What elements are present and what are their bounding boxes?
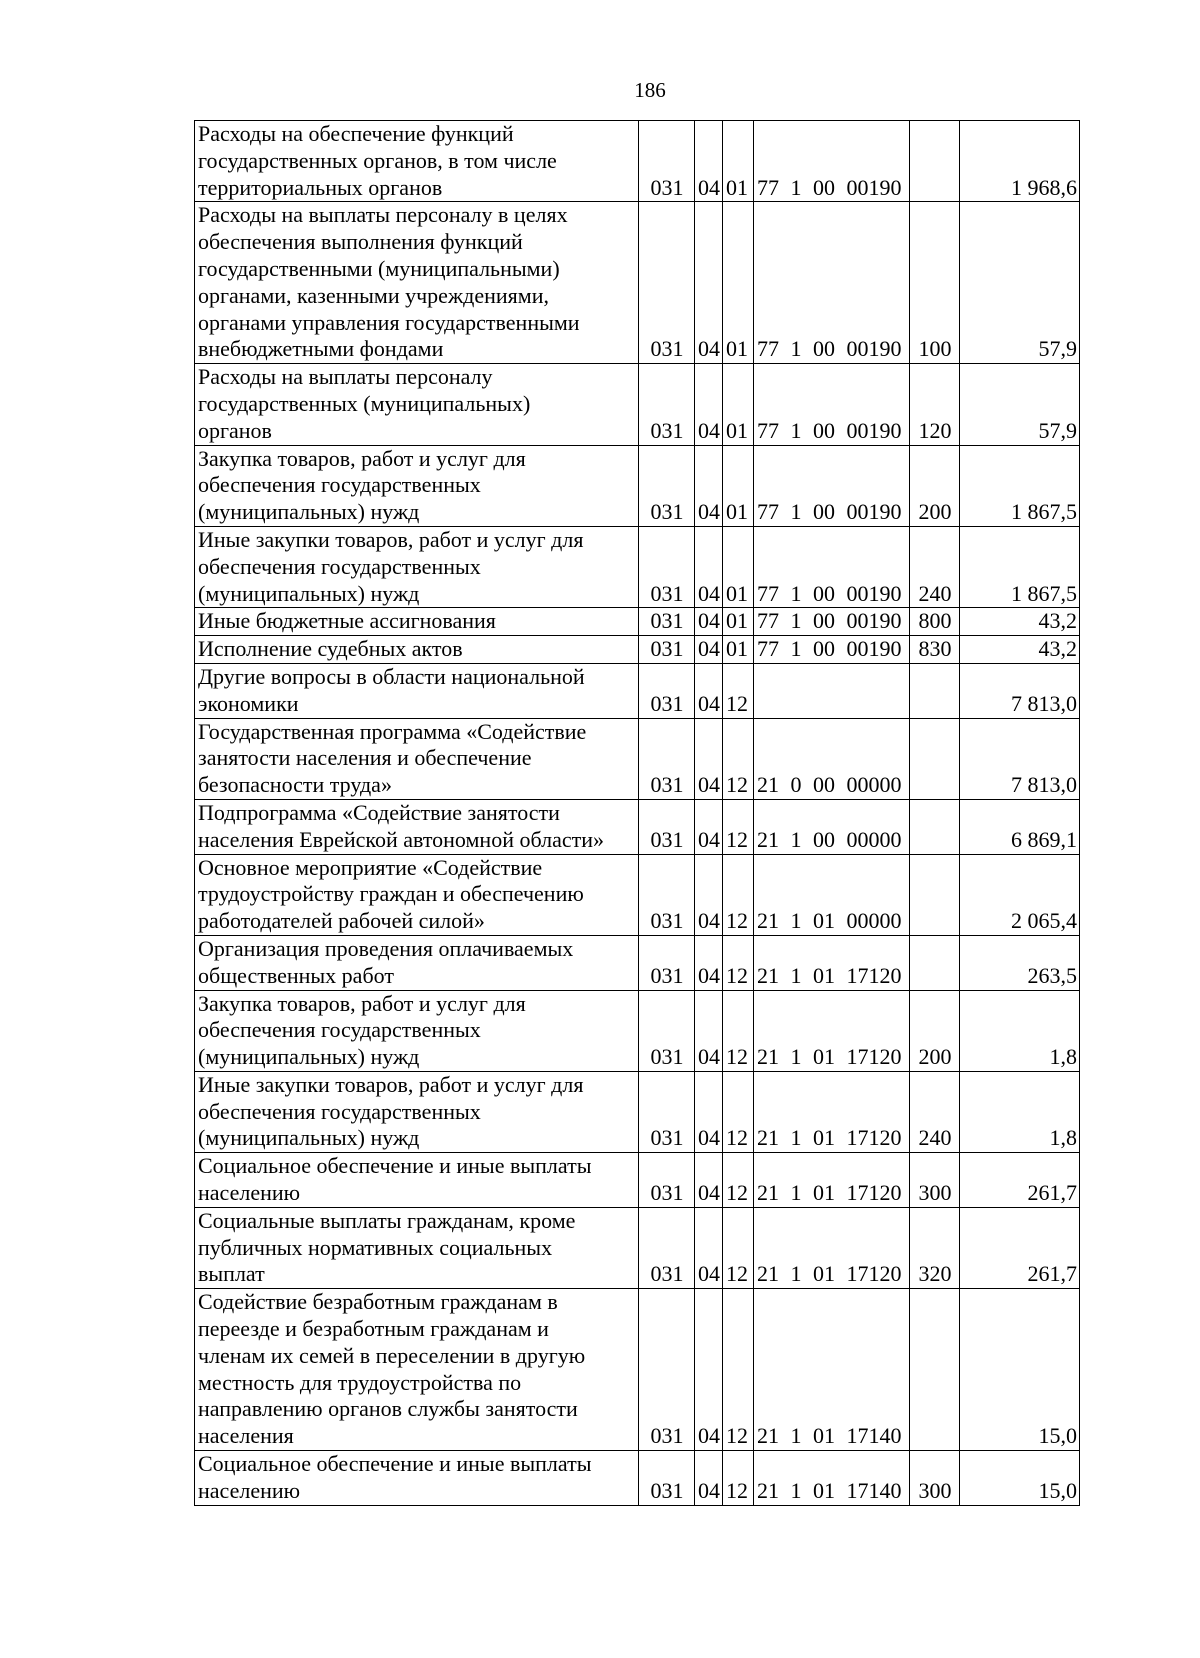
ministry-code: 031 <box>650 908 684 934</box>
row-name-cell <box>195 121 639 202</box>
amount: 261,7 <box>1027 1261 1077 1287</box>
ministry-code-cell <box>639 526 695 607</box>
section-code-cell <box>695 718 723 799</box>
table-row <box>195 1071 1080 1152</box>
target-article-code-cell <box>754 636 910 664</box>
expense-type-code-cell <box>910 799 960 854</box>
amount-cell <box>960 202 1080 364</box>
expense-type-code-cell <box>910 1451 960 1506</box>
ministry-code: 031 <box>650 636 684 662</box>
amount-cell <box>960 1153 1080 1208</box>
ministry-code: 031 <box>650 772 684 798</box>
subsection-code: 12 <box>726 1423 748 1449</box>
row-name-cell <box>195 663 639 718</box>
row-name: Социальное обеспечение и иные выплаты населению <box>198 1451 592 1503</box>
row-name: Иные закупки товаров, работ и услуг для обеспечения государственных (муниципальных) нужд <box>198 526 584 606</box>
amount: 15,0 <box>1038 1477 1077 1503</box>
expense-type-code: 200 <box>918 1044 952 1070</box>
row-name: Подпрограмма «Содействие занятости населения Еврейской автономной области» <box>198 799 605 852</box>
row-name-cell <box>195 636 639 664</box>
subsection-code-cell <box>723 1153 754 1208</box>
row-name-cell <box>195 799 639 854</box>
row-name-cell <box>195 202 639 364</box>
section-code: 04 <box>698 417 720 443</box>
section-code-cell <box>695 990 723 1071</box>
amount-cell <box>960 1071 1080 1152</box>
expense-type-code: 240 <box>918 1125 952 1151</box>
subsection-code-cell <box>723 718 754 799</box>
section-code: 04 <box>698 1125 720 1151</box>
expense-type-code: 120 <box>918 417 952 443</box>
section-code-cell <box>695 935 723 990</box>
target-article-code: 77 1 00 00190 <box>757 580 902 606</box>
row-name: Расходы на обеспечение функций государственных органов, в том числе территориальных органов <box>198 121 557 200</box>
row-name-cell <box>195 608 639 636</box>
target-article-code: 21 1 01 17120 <box>757 1180 902 1206</box>
amount: 7 813,0 <box>1011 772 1077 798</box>
row-name: Иные закупки товаров, работ и услуг для обеспечения государственных (муниципальных) нужд <box>198 1071 584 1151</box>
subsection-code-cell <box>723 854 754 935</box>
table-row <box>195 1207 1080 1288</box>
row-name: Расходы на выплаты персоналу в целях обеспечения выполнения функций государственными (муниципальными) органами, казенными учреждениями, органами управления государственными внебюджетными фондами <box>198 202 580 362</box>
amount: 43,2 <box>1038 636 1077 662</box>
amount: 15,0 <box>1038 1423 1077 1449</box>
subsection-code-cell <box>723 445 754 526</box>
subsection-code-cell <box>723 1451 754 1506</box>
ministry-code: 031 <box>650 1423 684 1449</box>
ministry-code: 031 <box>650 1261 684 1287</box>
expense-type-code: 800 <box>918 608 952 634</box>
amount-cell <box>960 854 1080 935</box>
target-article-code-cell <box>754 526 910 607</box>
table-row <box>195 799 1080 854</box>
amount: 7 813,0 <box>1011 690 1077 716</box>
amount: 1,8 <box>1049 1044 1077 1070</box>
amount: 263,5 <box>1027 962 1077 988</box>
ministry-code-cell <box>639 935 695 990</box>
target-article-code: 21 1 01 00000 <box>757 908 902 934</box>
subsection-code: 12 <box>726 962 748 988</box>
section-code: 04 <box>698 636 720 662</box>
ministry-code-cell <box>639 990 695 1071</box>
ministry-code-cell <box>639 1071 695 1152</box>
section-code: 04 <box>698 1180 720 1206</box>
amount-cell <box>960 1207 1080 1288</box>
subsection-code-cell <box>723 663 754 718</box>
row-name: Основное мероприятие «Содействие трудоустройству граждан и обеспечению работодателей рабочей силой» <box>198 854 584 934</box>
section-code: 04 <box>698 499 720 525</box>
amount: 43,2 <box>1038 608 1077 634</box>
row-name: Социальное обеспечение и иные выплаты населению <box>198 1153 592 1206</box>
section-code-cell <box>695 636 723 664</box>
amount-cell <box>960 1451 1080 1506</box>
subsection-code-cell <box>723 1207 754 1288</box>
expense-type-code: 200 <box>918 499 952 525</box>
row-name: Социальные выплаты гражданам, кроме публичных нормативных социальных выплат <box>198 1207 576 1287</box>
ministry-code: 031 <box>650 1044 684 1070</box>
ministry-code: 031 <box>650 608 684 634</box>
amount-cell <box>960 990 1080 1071</box>
target-article-code-cell <box>754 718 910 799</box>
expense-type-code-cell <box>910 121 960 202</box>
row-name-cell <box>195 718 639 799</box>
target-article-code-cell <box>754 121 910 202</box>
table-row <box>195 1451 1080 1506</box>
table-row <box>195 526 1080 607</box>
expense-type-code-cell <box>910 526 960 607</box>
subsection-code: 01 <box>726 174 748 200</box>
table-row <box>195 1153 1080 1208</box>
amount: 6 869,1 <box>1011 826 1077 852</box>
ministry-code-cell <box>639 718 695 799</box>
ministry-code: 031 <box>650 690 684 716</box>
subsection-code-cell <box>723 799 754 854</box>
row-name: Закупка товаров, работ и услуг для обеспечения государственных (муниципальных) нужд <box>198 445 526 525</box>
ministry-code-cell <box>639 1153 695 1208</box>
target-article-code: 77 1 00 00190 <box>757 608 902 634</box>
expense-type-code-cell <box>910 935 960 990</box>
section-code: 04 <box>698 826 720 852</box>
ministry-code-cell <box>639 1289 695 1451</box>
subsection-code: 12 <box>726 826 748 852</box>
row-name-cell <box>195 364 639 445</box>
target-article-code-cell <box>754 935 910 990</box>
expense-type-code-cell <box>910 718 960 799</box>
subsection-code: 01 <box>726 608 748 634</box>
subsection-code: 12 <box>726 690 748 716</box>
target-article-code: 21 1 01 17120 <box>757 1261 902 1287</box>
section-code-cell <box>695 608 723 636</box>
ministry-code: 031 <box>650 962 684 988</box>
target-article-code-cell <box>754 1289 910 1451</box>
amount: 1 867,5 <box>1011 580 1077 606</box>
amount-cell <box>960 935 1080 990</box>
expense-type-code-cell <box>910 663 960 718</box>
target-article-code-cell <box>754 854 910 935</box>
amount-cell <box>960 121 1080 202</box>
subsection-code: 01 <box>726 499 748 525</box>
row-name-cell <box>195 935 639 990</box>
target-article-code-cell <box>754 990 910 1071</box>
amount: 1,8 <box>1049 1125 1077 1151</box>
target-article-code: 77 1 00 00190 <box>757 499 902 525</box>
ministry-code-cell <box>639 636 695 664</box>
section-code-cell <box>695 663 723 718</box>
section-code: 04 <box>698 608 720 634</box>
budget-table-body <box>195 121 1080 1506</box>
ministry-code: 031 <box>650 1477 684 1503</box>
subsection-code-cell <box>723 1071 754 1152</box>
section-code: 04 <box>698 908 720 934</box>
expense-type-code-cell <box>910 445 960 526</box>
ministry-code: 031 <box>650 499 684 525</box>
target-article-code: 21 1 01 17140 <box>757 1477 902 1503</box>
subsection-code: 01 <box>726 417 748 443</box>
section-code: 04 <box>698 1423 720 1449</box>
amount-cell <box>960 445 1080 526</box>
section-code: 04 <box>698 336 720 362</box>
target-article-code: 21 1 01 17120 <box>757 962 902 988</box>
expense-type-code-cell <box>910 636 960 664</box>
table-row <box>195 935 1080 990</box>
target-article-code-cell <box>754 663 910 718</box>
expense-type-code: 830 <box>918 636 952 662</box>
expense-type-code-cell <box>910 854 960 935</box>
amount-cell <box>960 526 1080 607</box>
ministry-code-cell <box>639 202 695 364</box>
section-code-cell <box>695 1207 723 1288</box>
expense-type-code-cell <box>910 608 960 636</box>
target-article-code: 21 1 01 17120 <box>757 1125 902 1151</box>
expense-type-code-cell <box>910 202 960 364</box>
section-code: 04 <box>698 962 720 988</box>
ministry-code-cell <box>639 1451 695 1506</box>
row-name: Содействие безработным гражданам в переезде и безработным гражданам и членам их семей в переселении в другую местность для трудоустройства по направлению органов службы занятости населения <box>198 1289 586 1449</box>
subsection-code: 12 <box>726 1044 748 1070</box>
section-code: 04 <box>698 580 720 606</box>
ministry-code: 031 <box>650 174 684 200</box>
target-article-code-cell <box>754 1153 910 1208</box>
table-row <box>195 445 1080 526</box>
subsection-code-cell <box>723 364 754 445</box>
subsection-code: 12 <box>726 1125 748 1151</box>
target-article-code-cell <box>754 445 910 526</box>
target-article-code-cell <box>754 608 910 636</box>
target-article-code-cell <box>754 1451 910 1506</box>
section-code: 04 <box>698 772 720 798</box>
target-article-code-cell <box>754 202 910 364</box>
expense-type-code-cell <box>910 1071 960 1152</box>
subsection-code-cell <box>723 202 754 364</box>
row-name: Закупка товаров, работ и услуг для обеспечения государственных (муниципальных) нужд <box>198 990 526 1070</box>
row-name-cell <box>195 1071 639 1152</box>
amount-cell <box>960 636 1080 664</box>
expense-type-code: 240 <box>918 580 952 606</box>
ministry-code: 031 <box>650 1125 684 1151</box>
subsection-code: 12 <box>726 1477 748 1503</box>
table-row <box>195 1289 1080 1451</box>
table-row <box>195 364 1080 445</box>
row-name: Исполнение судебных актов <box>198 636 463 662</box>
ministry-code-cell <box>639 663 695 718</box>
amount-cell <box>960 663 1080 718</box>
section-code-cell <box>695 202 723 364</box>
ministry-code: 031 <box>650 336 684 362</box>
target-article-code: 21 0 00 00000 <box>757 772 902 798</box>
expense-type-code-cell <box>910 1153 960 1208</box>
target-article-code-cell <box>754 364 910 445</box>
row-name-cell <box>195 854 639 935</box>
section-code-cell <box>695 526 723 607</box>
expense-type-code-cell <box>910 1289 960 1451</box>
subsection-code-cell <box>723 608 754 636</box>
subsection-code: 01 <box>726 636 748 662</box>
row-name: Расходы на выплаты персоналу государственных (муниципальных) органов <box>198 364 531 443</box>
table-row <box>195 121 1080 202</box>
subsection-code: 12 <box>726 1180 748 1206</box>
ministry-code-cell <box>639 1207 695 1288</box>
row-name: Другие вопросы в области национальной экономики <box>198 663 585 716</box>
target-article-code: 21 1 00 00000 <box>757 826 902 852</box>
subsection-code: 12 <box>726 1261 748 1287</box>
row-name-cell <box>195 445 639 526</box>
section-code: 04 <box>698 690 720 716</box>
section-code-cell <box>695 364 723 445</box>
target-article-code: 77 1 00 00190 <box>757 417 902 443</box>
amount-cell <box>960 1289 1080 1451</box>
target-article-code: 21 1 01 17140 <box>757 1423 902 1449</box>
section-code-cell <box>695 121 723 202</box>
section-code: 04 <box>698 1477 720 1503</box>
target-article-code: 77 1 00 00190 <box>757 336 902 362</box>
row-name-cell <box>195 1451 639 1506</box>
target-article-code-cell <box>754 799 910 854</box>
row-name: Иные бюджетные ассигнования <box>198 608 496 634</box>
subsection-code-cell <box>723 636 754 664</box>
target-article-code: 77 1 00 00190 <box>757 636 902 662</box>
table-row <box>195 718 1080 799</box>
section-code-cell <box>695 1289 723 1451</box>
row-name-cell <box>195 1289 639 1451</box>
ministry-code-cell <box>639 121 695 202</box>
target-article-code-cell <box>754 1207 910 1288</box>
amount: 1 968,6 <box>1011 174 1077 200</box>
section-code: 04 <box>698 1044 720 1070</box>
section-code-cell <box>695 445 723 526</box>
ministry-code-cell <box>639 608 695 636</box>
amount-cell <box>960 799 1080 854</box>
table-row <box>195 990 1080 1071</box>
target-article-code: 77 1 00 00190 <box>757 174 902 200</box>
amount-cell <box>960 718 1080 799</box>
section-code: 04 <box>698 1261 720 1287</box>
expense-type-code: 300 <box>918 1477 952 1503</box>
subsection-code: 01 <box>726 580 748 606</box>
section-code-cell <box>695 799 723 854</box>
ministry-code: 031 <box>650 826 684 852</box>
table-row <box>195 202 1080 364</box>
table-row <box>195 663 1080 718</box>
table-row <box>195 636 1080 664</box>
row-name: Организация проведения оплачиваемых общественных работ <box>198 935 574 988</box>
page-number: 186 <box>634 78 666 102</box>
expense-type-code: 320 <box>918 1261 952 1287</box>
section-code-cell <box>695 1071 723 1152</box>
section-code-cell <box>695 854 723 935</box>
budget-table <box>194 120 1080 1506</box>
amount-cell <box>960 364 1080 445</box>
subsection-code-cell <box>723 990 754 1071</box>
row-name-cell <box>195 990 639 1071</box>
row-name-cell <box>195 526 639 607</box>
amount: 2 065,4 <box>1011 908 1077 934</box>
ministry-code-cell <box>639 445 695 526</box>
target-article-code: 21 1 01 17120 <box>757 1044 902 1070</box>
ministry-code-cell <box>639 364 695 445</box>
expense-type-code: 300 <box>918 1180 952 1206</box>
expense-type-code: 100 <box>918 336 952 362</box>
ministry-code: 031 <box>650 1180 684 1206</box>
amount-cell <box>960 608 1080 636</box>
table-row <box>195 854 1080 935</box>
table-row <box>195 608 1080 636</box>
ministry-code-cell <box>639 854 695 935</box>
amount: 1 867,5 <box>1011 499 1077 525</box>
subsection-code-cell <box>723 1289 754 1451</box>
expense-type-code-cell <box>910 990 960 1071</box>
target-article-code-cell <box>754 1071 910 1152</box>
amount: 261,7 <box>1027 1180 1077 1206</box>
ministry-code: 031 <box>650 580 684 606</box>
subsection-code: 12 <box>726 908 748 934</box>
section-code-cell <box>695 1451 723 1506</box>
subsection-code: 01 <box>726 336 748 362</box>
subsection-code-cell <box>723 526 754 607</box>
expense-type-code-cell <box>910 364 960 445</box>
subsection-code: 12 <box>726 772 748 798</box>
subsection-code-cell <box>723 935 754 990</box>
section-code: 04 <box>698 174 720 200</box>
row-name-cell <box>195 1207 639 1288</box>
amount: 57,9 <box>1038 417 1077 443</box>
amount: 57,9 <box>1038 336 1077 362</box>
expense-type-code-cell <box>910 1207 960 1288</box>
row-name: Государственная программа «Содействие занятости населения и обеспечение безопасности труда» <box>198 718 587 798</box>
section-code-cell <box>695 1153 723 1208</box>
row-name-cell <box>195 1153 639 1208</box>
ministry-code-cell <box>639 799 695 854</box>
ministry-code: 031 <box>650 417 684 443</box>
subsection-code-cell <box>723 121 754 202</box>
